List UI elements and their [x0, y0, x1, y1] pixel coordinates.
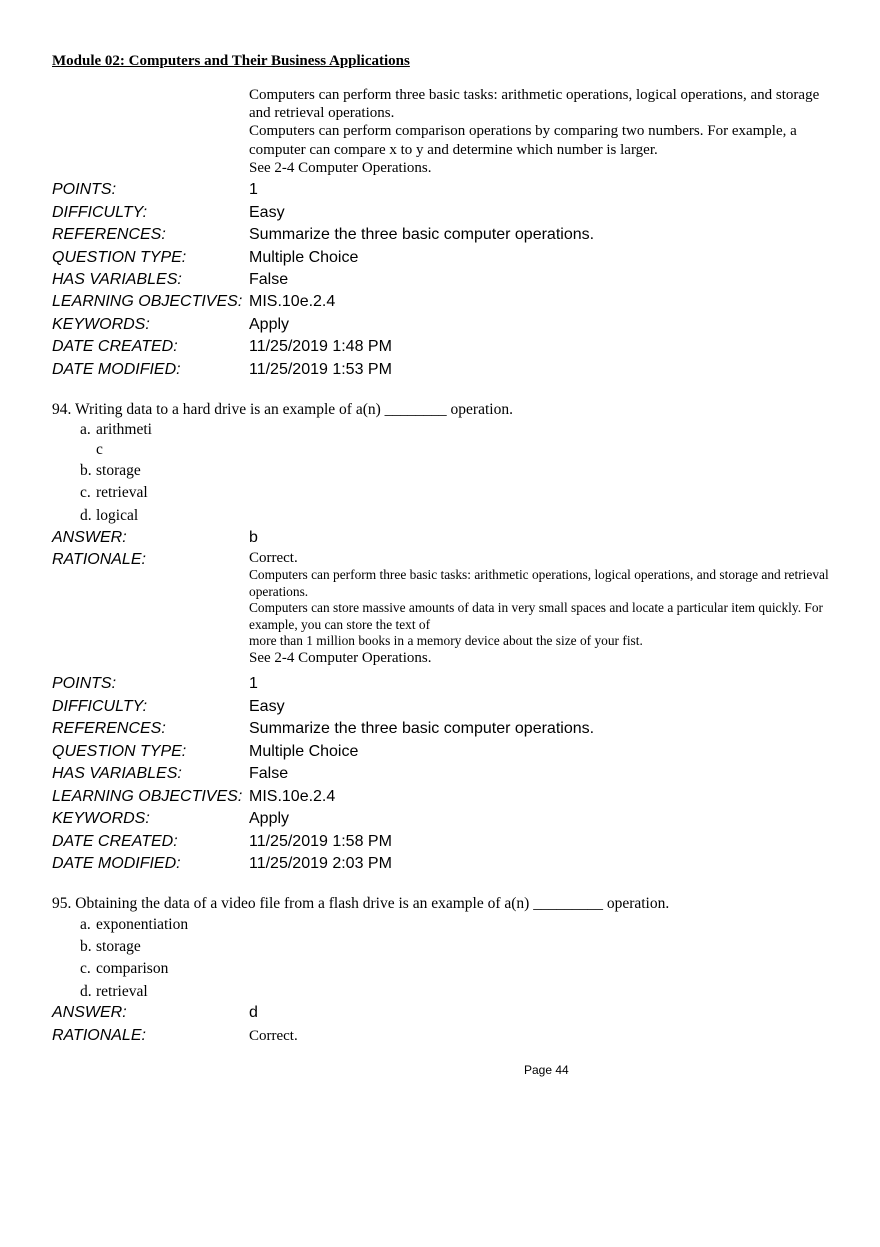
- q94-choice-a: [80, 421, 152, 439]
- rationale-label: RATIONALE:: [52, 1027, 146, 1044]
- references-label: REFERENCES:: [52, 720, 166, 737]
- q94-rationale-first: Correct.: [249, 550, 298, 566]
- choice-letter: c.: [80, 484, 91, 501]
- answer-label: ANSWER:: [52, 529, 127, 546]
- q95-choice-a: [80, 916, 188, 934]
- q94-choice-d: [80, 507, 138, 525]
- q95-question: 95. Obtaining the data of a video file from a flash drive is an example of a(n) _________ operation.: [52, 895, 670, 912]
- choice-text: logical: [96, 507, 139, 524]
- choice-text: retrieval: [96, 484, 148, 501]
- answer-value: b: [249, 529, 258, 546]
- keywords-value: Apply: [249, 316, 290, 333]
- learning-objectives-value: MIS.10e.2.4: [249, 293, 336, 310]
- difficulty-value: Easy: [249, 204, 285, 221]
- date-modified-label: DATE MODIFIED:: [52, 855, 181, 872]
- q95-choice-c: [80, 960, 168, 978]
- q94-rationale-line: Computers can store massive amounts of data in very small spaces and locate a particular item quickly. For example, you can store the text of: [249, 600, 824, 632]
- difficulty-label: DIFFICULTY:: [52, 204, 148, 221]
- date-created-value: 11/25/2019 1:58 PM: [249, 833, 392, 850]
- q94-rationale-last: See 2-4 Computer Operations.: [249, 649, 432, 666]
- question-type-value: Multiple Choice: [249, 743, 359, 760]
- learning-objectives-value: MIS.10e.2.4: [249, 788, 336, 805]
- references-value: Summarize the three basic computer operations.: [249, 226, 595, 243]
- learning-objectives-label: LEARNING OBJECTIVES:: [52, 293, 243, 310]
- references-value: Summarize the three basic computer operations.: [249, 720, 595, 737]
- date-created-value: 11/25/2019 1:48 PM: [249, 338, 392, 355]
- choice-text: storage: [96, 462, 141, 479]
- has-variables-value: False: [249, 271, 289, 288]
- page-number: Page 44: [524, 1063, 569, 1077]
- choice-letter: b.: [80, 938, 92, 955]
- points-value: 1: [249, 675, 258, 692]
- points-label: POINTS:: [52, 675, 117, 692]
- keywords-value: Apply: [249, 810, 290, 827]
- date-modified-value: 11/25/2019 1:53 PM: [249, 361, 392, 378]
- points-label: POINTS:: [52, 181, 117, 198]
- has-variables-label: HAS VARIABLES:: [52, 271, 182, 288]
- q95-choice-d: [80, 983, 148, 1001]
- question-type-label: QUESTION TYPE:: [52, 743, 187, 760]
- date-modified-label: DATE MODIFIED:: [52, 361, 181, 378]
- answer-label: ANSWER:: [52, 1004, 127, 1021]
- difficulty-value: Easy: [249, 698, 285, 715]
- choice-text: exponentiation: [96, 916, 189, 933]
- difficulty-label: DIFFICULTY:: [52, 698, 148, 715]
- answer-value: d: [249, 1004, 258, 1021]
- choice-letter: c.: [80, 960, 91, 977]
- q94-choice-b: [80, 462, 141, 480]
- choice-letter: a.: [80, 916, 91, 933]
- choice-text: comparison: [96, 960, 169, 977]
- choice-text: arithmeti: [96, 421, 152, 438]
- q93-rationale-line: Computers can perform three basic tasks: arithmetic operations, logical operations, and storage and retrieval operations.: [249, 87, 820, 122]
- date-modified-value: 11/25/2019 2:03 PM: [249, 855, 392, 872]
- choice-letter: d.: [80, 983, 92, 1000]
- date-created-label: DATE CREATED:: [52, 338, 178, 355]
- q94-choice-c: [80, 484, 148, 502]
- has-variables-label: HAS VARIABLES:: [52, 765, 182, 782]
- date-created-label: DATE CREATED:: [52, 833, 178, 850]
- question-type-label: QUESTION TYPE:: [52, 249, 187, 266]
- q93-rationale: [249, 86, 834, 177]
- choice-text: storage: [96, 938, 141, 955]
- q94-choice-a-continued: c: [96, 441, 103, 458]
- q93-rationale-line: See 2-4 Computer Operations.: [249, 159, 432, 176]
- q94-rationale-line: Computers can perform three basic tasks: arithmetic operations, logical operations, and storage and retrieval operations.: [249, 567, 829, 599]
- choice-letter: a.: [80, 421, 91, 438]
- keywords-label: KEYWORDS:: [52, 810, 150, 827]
- choice-text: retrieval: [96, 983, 148, 1000]
- question-type-value: Multiple Choice: [249, 249, 359, 266]
- points-value: 1: [249, 181, 258, 198]
- keywords-label: KEYWORDS:: [52, 316, 150, 333]
- q94-rationale-line: more than 1 million books in a memory device about the size of your fist.: [249, 633, 643, 649]
- q93-rationale-line: Computers can perform comparison operations by comparing two numbers. For example, a computer can compare x to y and determine which number is larger.: [249, 123, 797, 158]
- q94-rationale: [249, 550, 849, 667]
- q94-question: 94. Writing data to a hard drive is an example of a(n) ________ operation.: [52, 401, 513, 418]
- has-variables-value: False: [249, 765, 289, 782]
- q95-choice-b: [80, 938, 141, 956]
- learning-objectives-label: LEARNING OBJECTIVES:: [52, 788, 243, 805]
- references-label: REFERENCES:: [52, 226, 166, 243]
- module-title: Module 02: Computers and Their Business Applications: [52, 53, 410, 69]
- rationale-label: RATIONALE:: [52, 551, 146, 568]
- choice-letter: d.: [80, 507, 92, 524]
- choice-letter: b.: [80, 462, 92, 479]
- rationale-value: Correct.: [249, 1028, 298, 1044]
